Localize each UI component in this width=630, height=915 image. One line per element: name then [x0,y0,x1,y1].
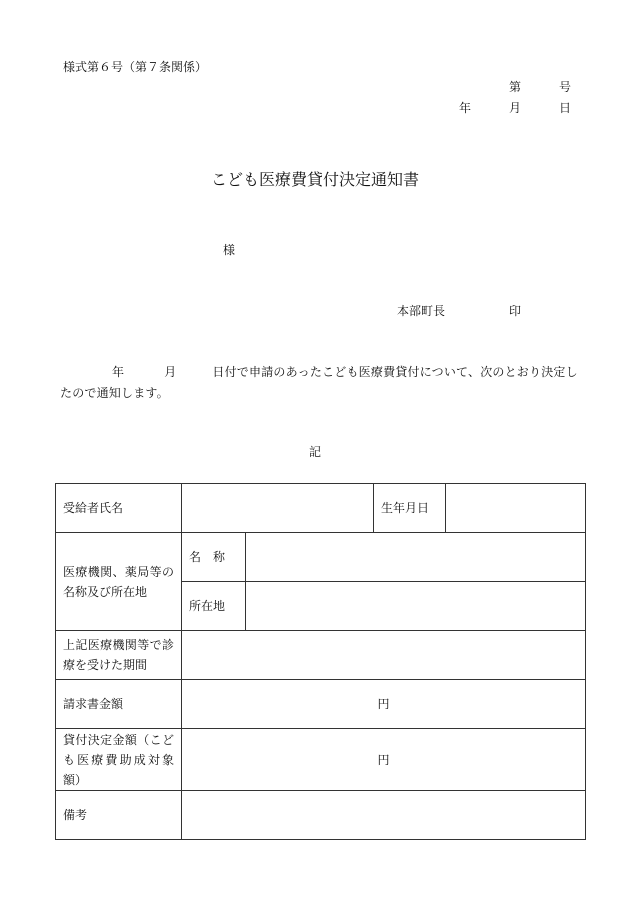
row-invoice-amount [56,680,586,729]
institution-name-label: 名 称 [182,533,246,582]
body-year-label: 年 [112,365,125,379]
birthdate-label: 生年月日 [374,484,446,533]
remarks-label: 備考 [56,791,182,840]
recipient-name-field[interactable] [182,484,374,533]
detail-table [55,483,586,840]
date-year-label: 年 [459,101,472,115]
row-recipient [56,484,586,533]
document-title: こども医療費貸付決定通知書 [210,170,419,189]
invoice-amount-label: 請求書金額 [56,680,182,729]
birthdate-field[interactable] [446,484,586,533]
period-label: 上記医療機関等で診療を受けた期間 [56,631,182,680]
loan-amount-label: 貸付決定金額（こども医療費助成対象額） [56,729,182,791]
remarks-field[interactable] [182,791,586,840]
seal-mark: 印 [509,304,522,318]
body-month-label: 月 [164,365,177,379]
row-institution-name [56,533,586,582]
loan-amount-field[interactable] [182,729,586,791]
invoice-amount-unit: 円 [377,697,390,711]
date-month-label: 月 [509,101,522,115]
ki-heading: 記 [308,445,321,459]
institution-label: 医療機関、薬局等の名称及び所在地 [56,533,182,631]
row-remarks [56,791,586,840]
document-number-prefix: 第 [509,80,522,94]
institution-name-field[interactable] [246,533,586,582]
institution-address-label: 所在地 [182,582,246,631]
loan-amount-unit: 円 [377,752,390,767]
row-period [56,631,586,680]
row-loan-amount [56,729,586,791]
document-number-suffix: 号 [559,80,572,94]
body-text-line-1: 日付で申請のあったこども医療費貸付について、次のとおり決定し [212,365,578,379]
date-day-label: 日 [559,101,572,115]
notice-body [60,362,582,404]
recipient-name-label: 受給者氏名 [56,484,182,533]
institution-address-field[interactable] [246,582,586,631]
invoice-amount-field[interactable] [182,680,586,729]
recipient-honorific: 様 [223,243,236,257]
period-field[interactable] [182,631,586,680]
issuer-mayor: 本部町長 [397,304,446,318]
body-text-line-2: たので通知します。 [60,386,169,400]
form-number: 様式第６号（第７条関係） [63,60,208,74]
